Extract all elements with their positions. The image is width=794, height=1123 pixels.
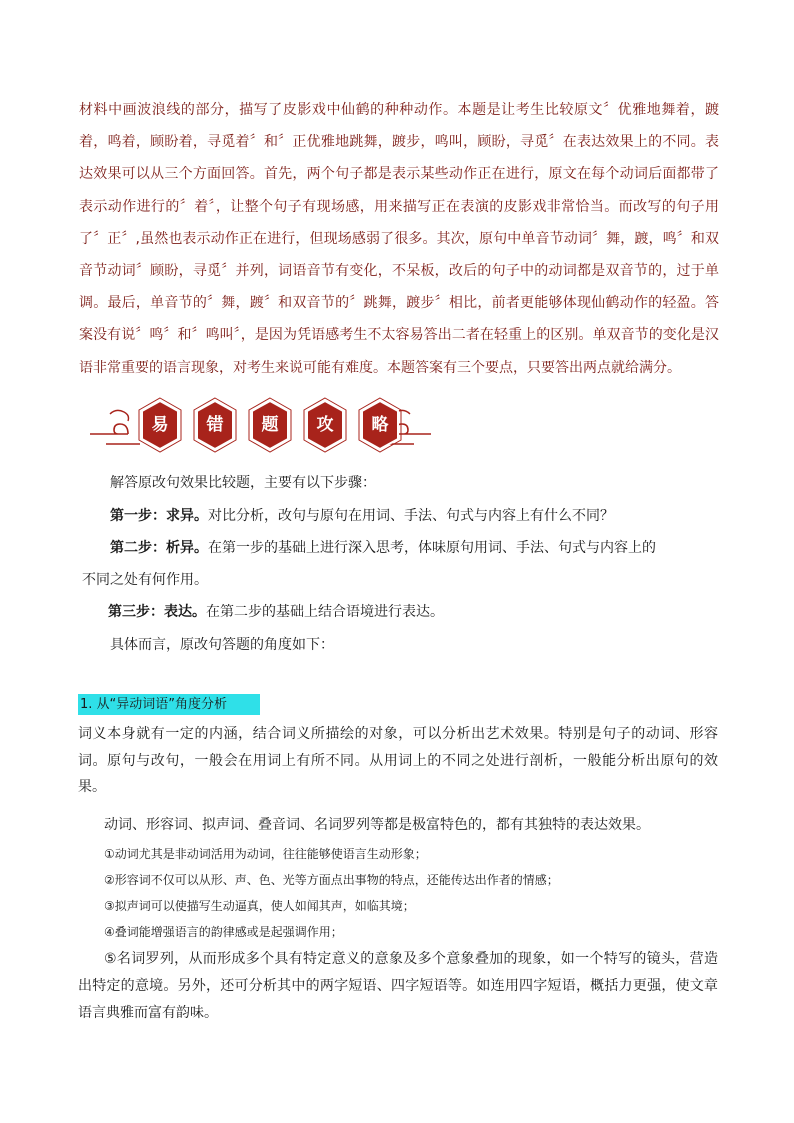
step-1-text: 对比分析，改句与原句在用词、手法、句式与内容上有什么不同？	[208, 508, 614, 524]
list-item-4: ④叠词能增强语言的韵律感或是起强调作用；	[104, 925, 343, 939]
step-1	[110, 505, 750, 525]
banner-char-4: 攻	[316, 415, 334, 435]
banner-char-1: 易	[151, 415, 169, 435]
step-3	[108, 601, 748, 621]
banner-char-3: 题	[261, 415, 279, 435]
section-heading: 1. 从“异动词语”角度分析	[78, 694, 260, 715]
step-2-continued: 不同之处有何作用。	[82, 572, 208, 588]
step-2-label: 第二步：析异。	[110, 540, 208, 556]
list-item-1: ①动词尤其是非动词活用为动词，往往能够使语言生动形象；	[104, 847, 427, 861]
banner-char-5: 略	[371, 415, 389, 435]
step-2	[110, 537, 750, 557]
step-3-label: 第三步：表达。	[108, 604, 206, 620]
list-item-2: ②形容词不仅可以从形、声、色、光等方面点出事物的特点，还能传达出作者的情感；	[104, 873, 559, 887]
step-3-text: 在第二步的基础上结合语境进行表达。	[206, 604, 444, 620]
analysis-paragraph: 材料中画波浪线的部分，描写了皮影戏中仙鹤的种种动作。本题是让考生比较原文〞优雅地舞着，踱着，鸣着，顾盼着，寻觅着〞和〞正优雅地跳舞，踱步，鸣叫，顾盼，寻觅〞在表达效果上的不同。表达效果可以从三个方面回答。首先，两个句子都是表示某些动作正在进行，原文在每个动词后面都带了表示动作进行的〞着〞，让整个句子有现场感，用来描写正在表演的皮影戏非常恰当。而改写的句子用了〞正〞,虽然也表示动作正在进行，但现场感弱了很多。其次，原句中单音节动词〞舞，踱，鸣〞和双音节动词〞顾盼，寻觅〞并列，词语音节有变化，不呆板，改后的句子中的动词都是双音节的，过于单调。最后，单音节的〞舞，踱〞和双音节的〞跳舞，踱步〞相比，前者更能够体现仙鹤动作的轻盈。答案没有说〞鸣〞和〞鸣叫〞，是因为凭语感考生不太容易答出二者在轻重上的区别。单双音节的变化是汉语非常重要的语言现象，对考生来说可能有难度。本题答案有三个要点，只要答出两点就给满分。	[79, 102, 719, 376]
steps-outro: 具体而言，原改句答题的角度如下：	[110, 637, 334, 653]
step-1-label: 第一步：求异。	[110, 508, 208, 524]
steps-intro: 解答原改句效果比较题，主要有以下步骤：	[110, 475, 376, 491]
list-item-5: ⑤名词罗列，从而形成多个具有特定意义的意象及多个意象叠加的现象，如一个特写的镜头，营造出特定的意境。另外，还可分析其中的两字短语、四字短语等。如连用四字短语，概括力更强，使文章语言典雅而富有韵味。	[78, 951, 718, 1021]
list-item-3: ③拟声词可以使描写生动逼真，使人如闻其声，如临其境；	[104, 899, 415, 913]
section-paragraph-1: 词义本身就有一定的内涵，结合词义所描绘的对象，可以分析出艺术效果。特别是句子的动词、形容词。原句与改句，一般会在用词上有所不同。从用词上的不同之处进行剖析，一般能分析出原句的效果。	[78, 726, 718, 795]
section-banner	[88, 396, 433, 456]
banner-char-2: 错	[206, 415, 224, 435]
section-paragraph-2: 动词、形容词、拟声词、叠音词、名词罗列等都是极富特色的，都有其独特的表达效果。	[104, 817, 650, 833]
step-2-text-line1: 在第一步的基础上进行深入思考，体味原句用词、手法、句式与内容上的	[208, 540, 656, 556]
